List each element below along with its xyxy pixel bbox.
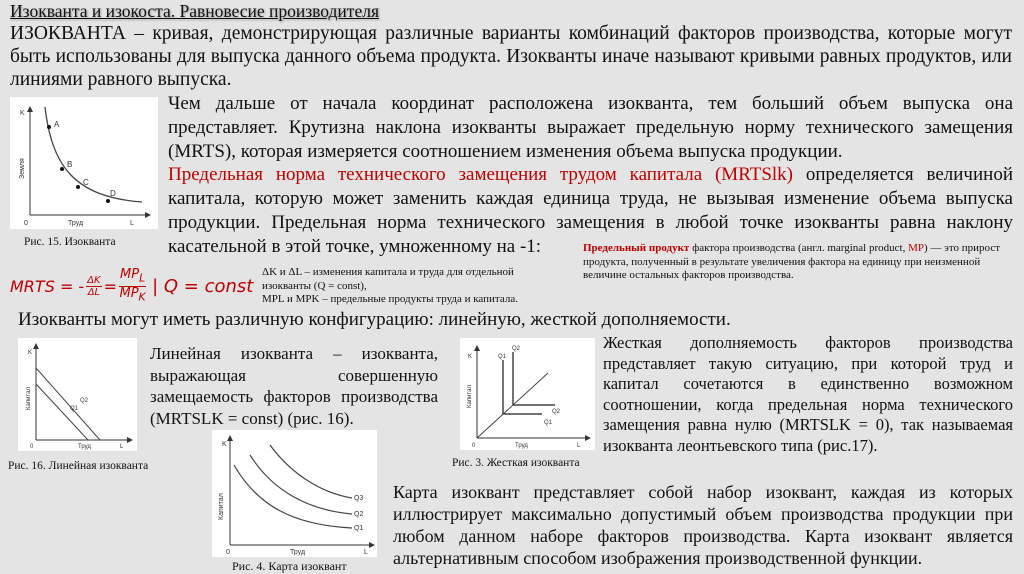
point-d-label: D xyxy=(110,189,116,198)
formula-note xyxy=(262,266,562,307)
x-axis-title: Труд xyxy=(68,220,84,227)
figure-15-isoquant xyxy=(10,97,158,229)
linear-isoquant-text: Линейная изокванта – изокванта, выражающая совершенную замещаемость факторов производства (MRTSLK = const) (рис. 16). xyxy=(150,344,438,428)
slide-title: Изокванта и изокоста. Равновесие производителя xyxy=(10,1,379,21)
q1-label: Q1 xyxy=(354,525,364,532)
q2-label: Q2 xyxy=(80,398,89,404)
mp-text: фактора производства (англ. marginal product, xyxy=(689,242,909,254)
axis-k-label: K xyxy=(28,350,33,356)
origin-label: 0 xyxy=(24,220,28,227)
isoquant-map-text: Карта изоквант представляет собой набор изоквант, каждая из которых иллюстрирует максимально допустимый объем производства продукции при любом данном наборе факторов производства. Карта изоквант является альтернативным способом изображения производственной функции. xyxy=(393,482,1013,568)
q2-right-label: Q2 xyxy=(552,409,561,415)
point-c-label: C xyxy=(83,178,89,187)
axis-l-label: L xyxy=(364,549,368,556)
figure-3-rigid-isoquant xyxy=(460,338,595,450)
axis-l-label: L xyxy=(577,443,581,449)
rigid-isoquant-text: Жесткая дополняемость факторов производства представляет такую ситуацию, при которой труд и капитал сочетаются в единственно возможном соотношении, когда предельная норма технического замещения равна нулю (MRTSLK = 0), так называемая изокванта леонтьевского типа (рис.17). xyxy=(603,333,1013,455)
formula-condition: | Q = const xyxy=(152,275,254,297)
origin-label: 0 xyxy=(30,444,34,450)
y-axis-title: Капитал xyxy=(467,385,473,408)
sub: K xyxy=(138,290,146,304)
y-axis-title: Земля xyxy=(19,158,26,179)
q2-top-label: Q2 xyxy=(512,346,521,352)
x-axis-title: Труд xyxy=(78,444,91,450)
figure-16-linear-isoquant xyxy=(18,338,137,451)
mp-text: ) — это прирост продукта, полученный в результате увеличения фактора на единицу при неизменной величине остальных факторов производства. xyxy=(583,242,1001,281)
mp-term: Предельный продукт xyxy=(583,242,690,254)
numerator: ΔK xyxy=(87,274,101,286)
q1-label: Q1 xyxy=(70,406,79,412)
y-axis-title: Капитал xyxy=(26,387,32,410)
figure-16-caption: Рис. 16. Линейная изокванта xyxy=(8,460,149,472)
mrtslk-term: Предельная норма технического замещения трудом капитала (MRTSlk) xyxy=(168,164,793,186)
q2-label: Q2 xyxy=(354,511,364,518)
marginal-product-note xyxy=(583,242,1013,283)
configurations-heading: Изокванты могут иметь различную конфигурацию: линейную, жесткой дополняемости. xyxy=(18,309,731,330)
mp-abbr: MP xyxy=(908,242,924,254)
q1-right-label: Q1 xyxy=(544,420,553,426)
denominator: MP xyxy=(119,285,139,301)
mrtslk-definition: определяется величиной капитала, которую может заменить каждая единица труда, не вызывая изменение объема выпуска продукции. Предельная норма технического замещения в любой точке изокванты равна наклону касательной в этой точке, умноженному на -1: xyxy=(168,164,1013,257)
formula-equals: = xyxy=(103,276,118,296)
y-axis-title: Капитал xyxy=(218,493,225,520)
fraction-mp xyxy=(119,268,146,304)
denominator: ΔL xyxy=(87,286,101,298)
origin-label: 0 xyxy=(472,443,476,449)
figure-4-isoquant-map xyxy=(212,430,377,557)
mrts-paragraph: Чем дальше от начала координат расположена изокванта, тем больший объем выпуска она представляет. Крутизна наклона изокванты выражает предельную норму технического замещения (MRTS), которая измеряется соотношением изменения объема выпуска продукции. xyxy=(168,93,1013,162)
formula-note-line: ΔK и ΔL – изменения капитала и труда для отдельной изокванты (Q = const), xyxy=(262,266,514,292)
numerator: MP xyxy=(120,267,140,282)
axis-k-label: K xyxy=(222,441,227,448)
axis-k-label: K xyxy=(20,110,25,117)
text-block-mrts xyxy=(168,92,1013,259)
point-a-label: A xyxy=(54,120,60,129)
x-axis-title: Труд xyxy=(290,549,306,556)
axis-l-label: L xyxy=(120,444,124,450)
q3-label: Q3 xyxy=(354,495,364,502)
figure-3-caption: Рис. 3. Жесткая изокванта xyxy=(452,457,580,469)
sub: L xyxy=(139,271,146,285)
axis-l-label: L xyxy=(130,220,134,227)
isoquant-definition: ИЗОКВАНТА – кривая, демонстрирующая различные варианты комбинаций факторов производства, которые могут быть использованы для выпуска данного объема продукта. Изокванты иначе называют кривыми равных продуктов, или линиями равного выпуска. xyxy=(10,23,1012,90)
mrts-formula xyxy=(10,268,253,304)
x-axis-title: Труд xyxy=(515,443,528,449)
formula-note-line: MPL и MPK – предельные продукты труда и капитала. xyxy=(262,293,518,305)
fraction-dk-dl xyxy=(86,275,101,298)
q1-top-label: Q1 xyxy=(498,354,507,360)
axis-k-label: K xyxy=(468,354,473,360)
point-b-label: B xyxy=(67,160,73,169)
origin-label: 0 xyxy=(226,549,230,556)
figure-4-caption: Рис. 4. Карта изоквант xyxy=(232,559,347,573)
formula-lhs: MRTS = - xyxy=(10,276,85,296)
figure-15-caption: Рис. 15. Изокванта xyxy=(24,236,116,248)
